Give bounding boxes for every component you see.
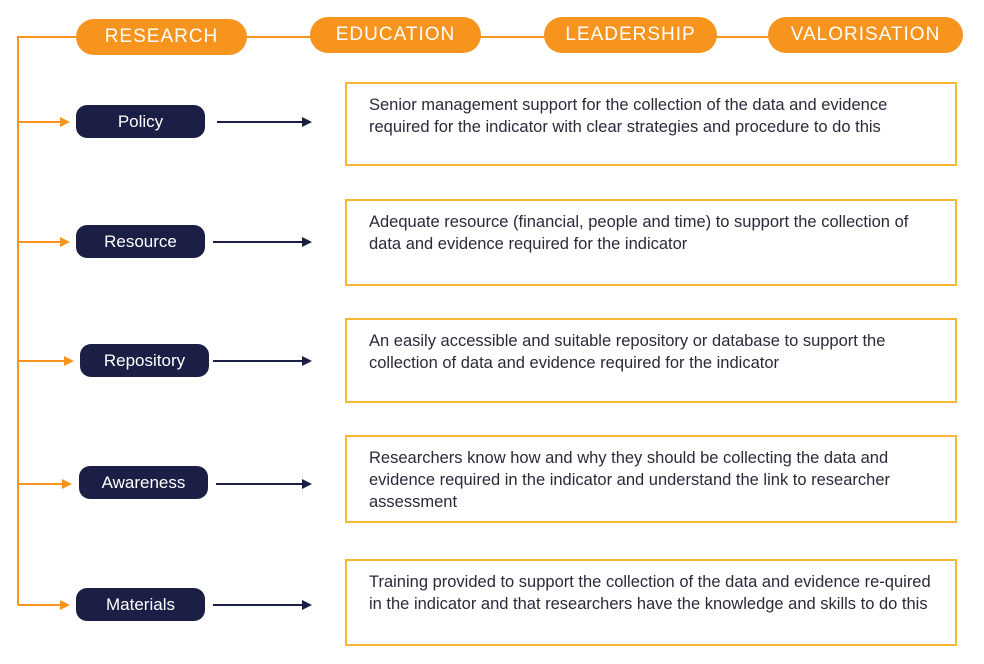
stage-research: RESEARCH	[76, 19, 247, 55]
description-box-resource	[345, 199, 957, 286]
stage-leadership: LEADERSHIP	[544, 17, 717, 53]
item-materials: Materials	[76, 588, 205, 621]
item-awareness: Awareness	[79, 466, 208, 499]
description-box-policy	[345, 82, 957, 166]
item-repository: Repository	[80, 344, 209, 377]
description-box-repository	[345, 318, 957, 403]
description-text: Adequate resource (financial, people and time) to support the collection of data and evidence required for the indicator	[369, 213, 909, 253]
description-text: An easily accessible and suitable repository or database to support the collection of data and evidence required for the indicator	[369, 332, 886, 372]
description-text: Training provided to support the collection of the data and evidence re-quired in the indicator and that researchers have the knowledge and skills to do this	[369, 573, 931, 613]
stage-education: EDUCATION	[310, 17, 481, 53]
description-box-awareness	[345, 435, 957, 523]
item-resource: Resource	[76, 225, 205, 258]
stage-valorisation: VALORISATION	[768, 17, 963, 53]
item-policy: Policy	[76, 105, 205, 138]
description-text: Researchers know how and why they should be collecting the data and evidence required in the indicator and understand the link to researcher assessment	[369, 449, 890, 511]
description-text: Senior management support for the collection of the data and evidence required for the indicator with clear strategies and procedure to do this	[369, 96, 888, 136]
description-box-materials	[345, 559, 957, 646]
